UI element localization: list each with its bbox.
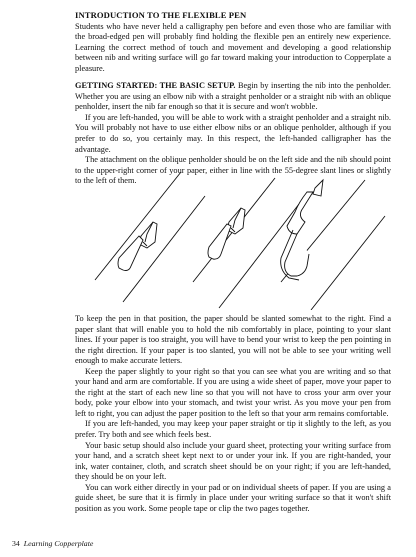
guard-sheet-paragraph: Your basic setup should also include your guard sheet, protecting your writing surface from your hand, and a scratch sheet kept next to or under your ink. If you are right-handed, your ink, water container, cloth, and scratch sheet should be on your right; if you are left-handed, they should be on your left. bbox=[75, 440, 391, 482]
left-handed-paper-paragraph: If you are left-handed, you may keep your paper straight or tip it slightly to the left, as you prefer. Try both and see which feels best. bbox=[75, 419, 391, 440]
page-footer bbox=[12, 539, 93, 548]
intro-paragraph: Students who have never held a calligraphy pen before and even those who are familiar with the broad-edged pen will probably find holding the flexible pen an entirely new experience. Learning the correct method of touch and movement and developing a good relationship between nib and writing surface will go far toward making your introduction to Copperplate a pleasure. bbox=[75, 21, 391, 73]
elbow-nib-icon bbox=[208, 208, 245, 259]
oblique-penholder-icon bbox=[281, 180, 323, 280]
slant-line bbox=[311, 216, 385, 310]
book-title: Learning Copperplate bbox=[23, 539, 94, 548]
setup-heading: GETTING STARTED: THE BASIC SETUP. bbox=[75, 81, 236, 91]
attachment-paragraph: The attachment on the oblique penholder should be on the left side and the nib should point to the upper-right corner of your paper, either in line with the 55-degree slant lines or slightly to the left of them. bbox=[75, 155, 391, 186]
slant-line bbox=[95, 172, 181, 280]
guide-sheet-paragraph: You can work either directly in your pad or on individual sheets of paper. If you are using a guide sheet, be sure that it is firmly in place under your writing surface so that it won't shift position as you work. Some people tape or clip the two pages together. bbox=[75, 482, 391, 513]
page-number: 34 bbox=[12, 539, 20, 548]
straight-nib-icon bbox=[118, 222, 157, 271]
paper-slant-paragraph: To keep the pen in that position, the paper should be slanted somewhat to the right. Find a paper slant that will enable you to hold the nib comfortably in place, pointing to your slant lines. If your paper is too straight, you will have to bend your wrist to keep the pen pointing in the right direction. If your paper is too slanted, you will not be able to see your writing well enough to make accurate letters. bbox=[75, 314, 391, 366]
paper-position-paragraph: Keep the paper slightly to your right so that you can see what you are writing and so that your hand and arm are comfortable. If you are using a wide sheet of paper, move your paper to the right at the start of each new line so that you will not have to cross your arm over your body, poke your elbow into your stomach, and twist your wrist. As you move your pen from left to right, you can adjust the paper position to the left so that your arm remains comfortable. bbox=[75, 366, 391, 418]
setup-paragraph bbox=[75, 81, 391, 113]
section-heading: INTRODUCTION TO THE FLEXIBLE PEN bbox=[75, 10, 247, 20]
penholder-illustration bbox=[85, 162, 395, 310]
lower-text bbox=[75, 314, 391, 514]
left-handed-paragraph: If you are left-handed, you will be able to work with a straight penholder and a straight nib. You will probably not have to use either elbow nibs or an oblique penholder, although if you prefer to do so, you certainly may. In this respect, the left-handed calligrapher has the advantage. bbox=[75, 112, 391, 154]
setup-text: Begin by inserting the nib into the penholder. Whether you are using an elbow nib with a straight penholder or a straight nib with an oblique penholder, insert the nib far enough so that it is secure and won't wobble. bbox=[75, 81, 391, 112]
upper-text bbox=[75, 10, 391, 187]
